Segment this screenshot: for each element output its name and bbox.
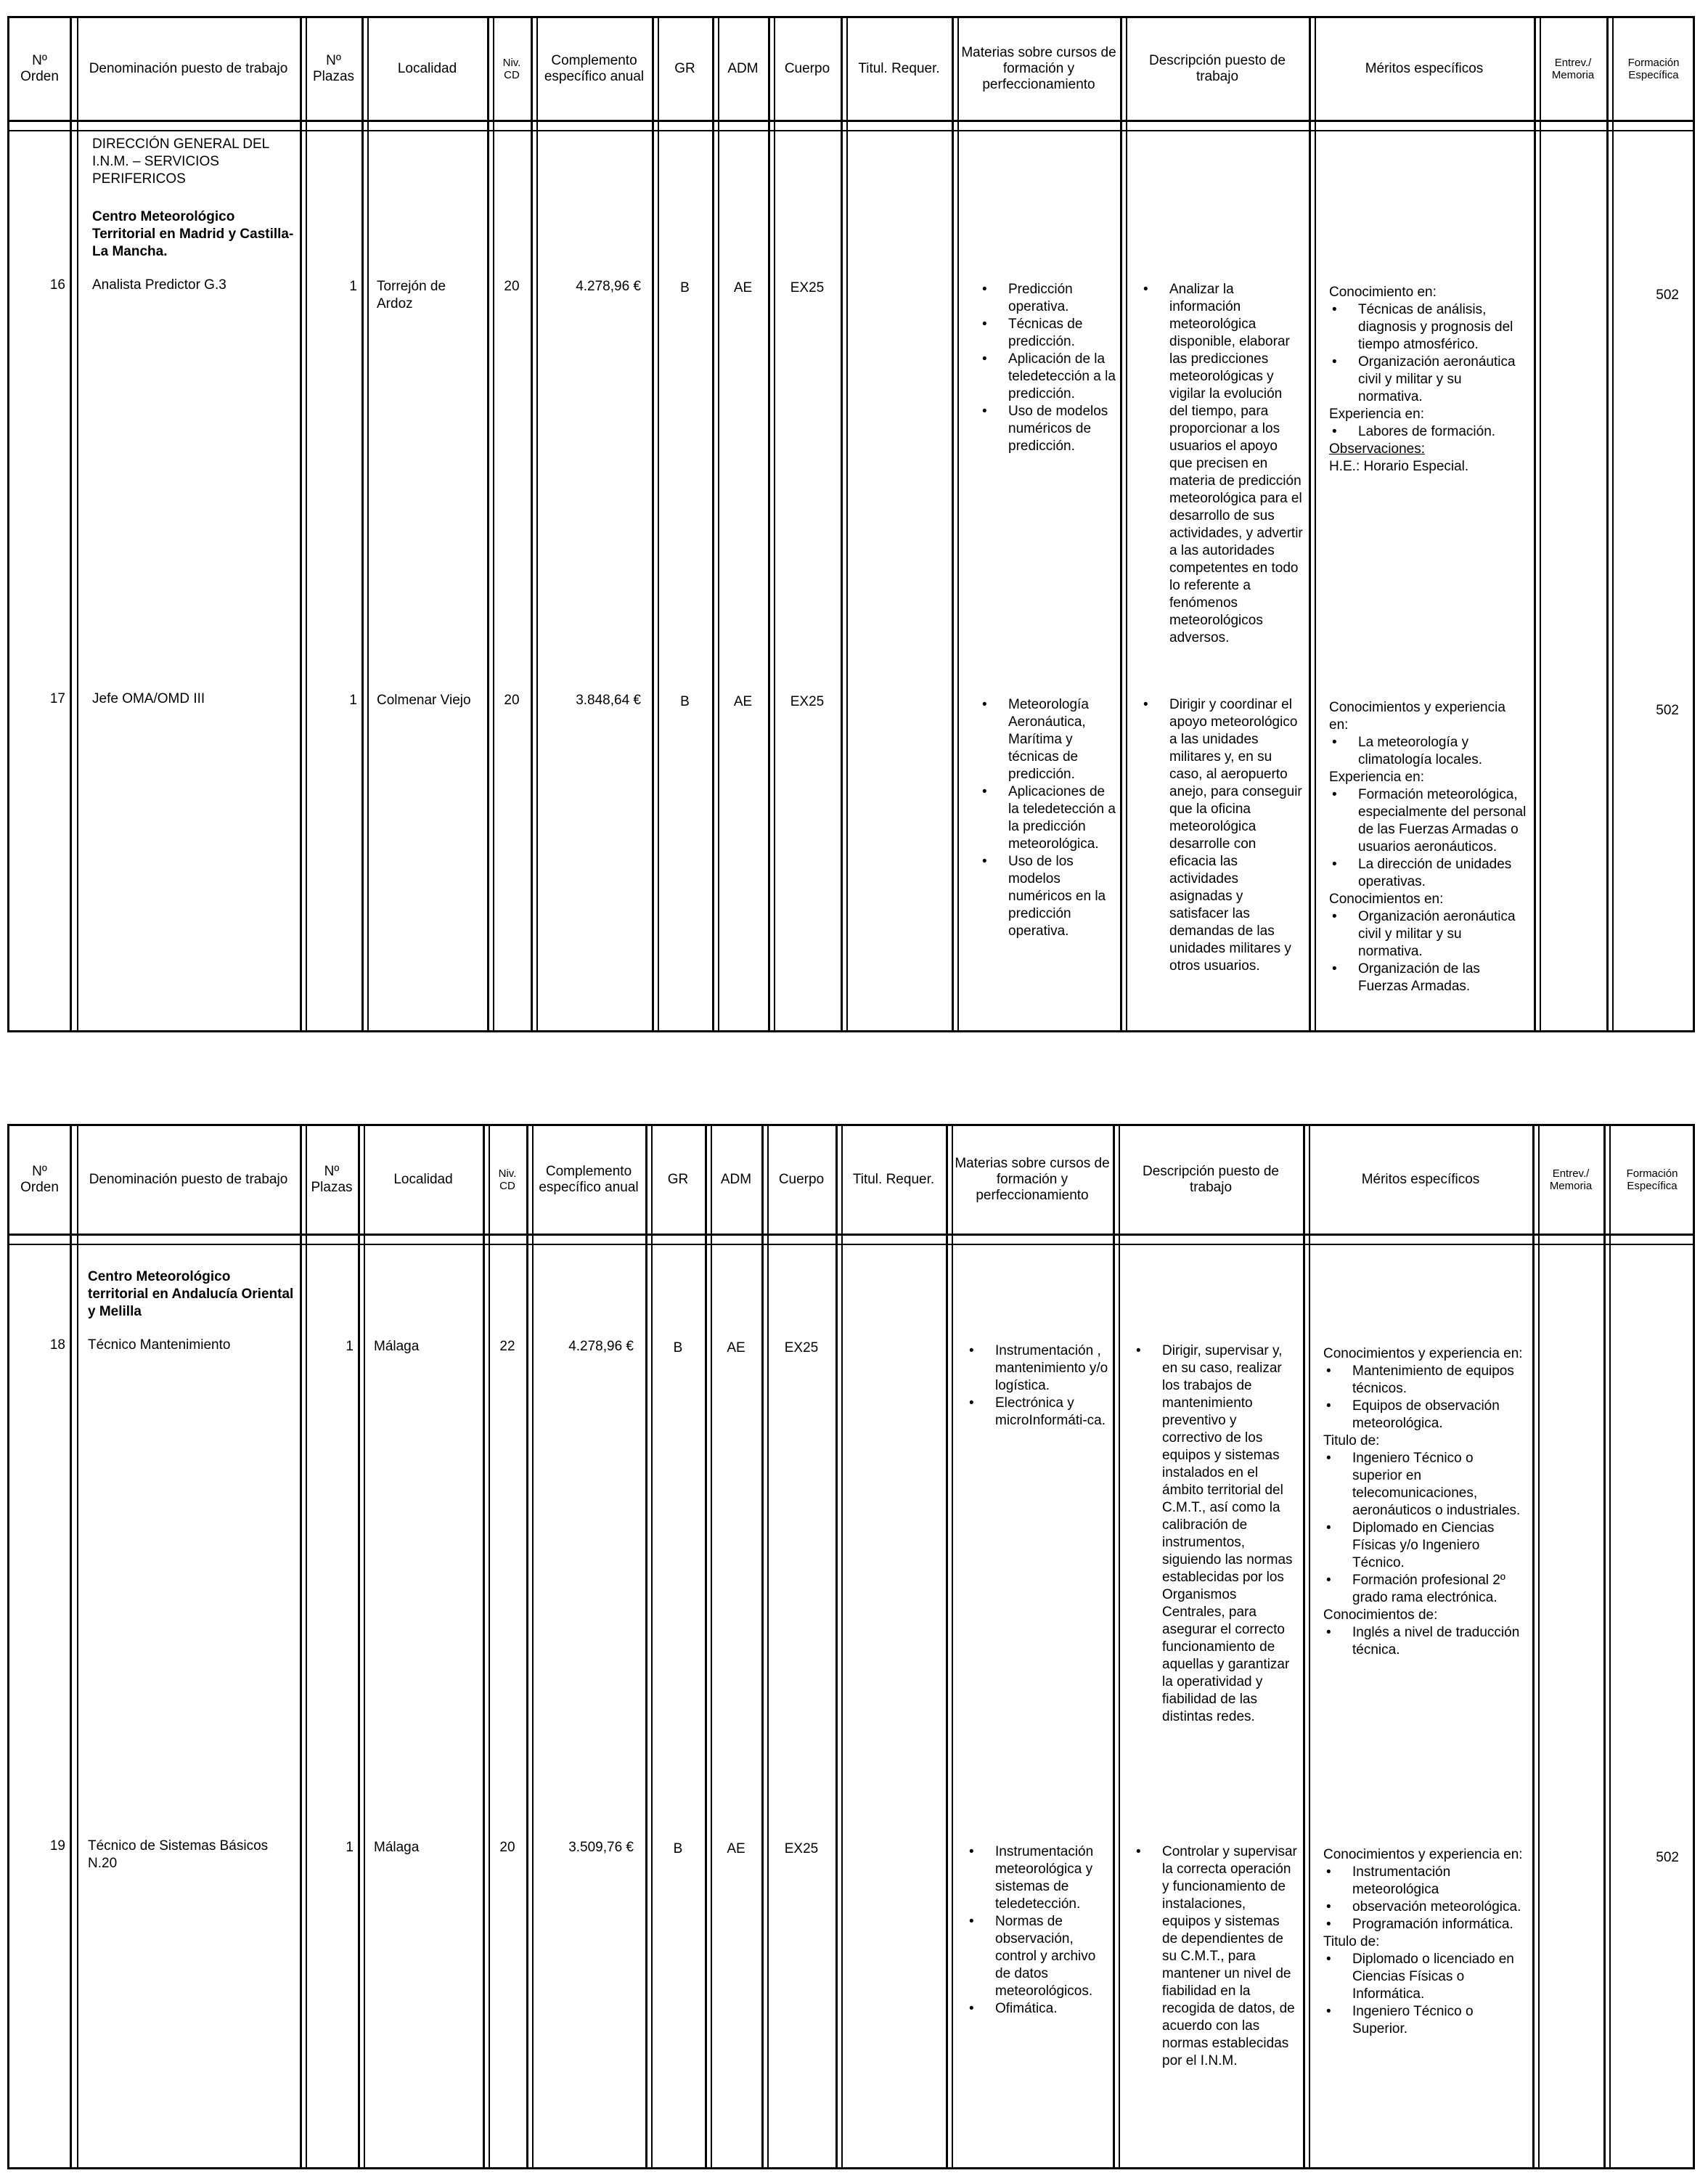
orden-cell: 16 — [49, 277, 65, 293]
col-rule — [1603, 1126, 1606, 2167]
col-rule — [487, 18, 489, 1030]
adm-cell: AE — [733, 280, 753, 295]
header-localidad: Localidad — [397, 61, 457, 76]
col-rule — [1606, 18, 1609, 1030]
list-item: • Organización de las Fuerzas Armadas. — [1358, 961, 1528, 995]
col-rule — [658, 18, 659, 1030]
subsection-title: Centro Meteorológico territorial en Andalucía Oriental y Melilla — [88, 1269, 294, 1319]
header-bottom-rule — [9, 120, 1693, 122]
meritos-heading: Titulo de: — [1323, 1934, 1380, 1949]
header-nivel: Niv. CD — [498, 1167, 517, 1192]
list-item: • Normas de observación, control y archivo de datos meteorológicos. — [995, 1913, 1108, 2000]
materias-cell — [975, 696, 1120, 940]
list-item: • Instrumentación meteorológica — [1352, 1864, 1527, 1899]
col-rule — [77, 1126, 78, 2167]
list-item: • Dirigir y coordinar el apoyo meteorológico a las unidades militares y, en su caso, al aeropuerto anejo, para conseguir que la oficina meteorológica desarrolle con eficacia las actividades asignadas y satisfacer las demandas de las unidades militares y otros usuarios. — [1169, 696, 1303, 975]
list-item: • Electrónica y microInformáti-ca. — [995, 1395, 1108, 1430]
header-materias: Materias sobre cursos de formación y perfeccionamiento — [961, 45, 1116, 92]
list-item: • Ofimática. — [995, 2000, 1108, 2018]
col-rule — [364, 1126, 365, 2167]
list-item: • Ingeniero Técnico o Superior. — [1352, 2003, 1527, 2038]
col-rule — [70, 1126, 72, 2167]
localidad-cell: Colmenar Viejo — [377, 693, 471, 708]
list-item: • Ingeniero Técnico o superior en telecomunicaciones, aeronáuticos o industriales. — [1352, 1450, 1527, 1520]
header-meritos: Méritos específicos — [1361, 1172, 1480, 1187]
observaciones-text: H.E.: Horario Especial. — [1329, 459, 1469, 474]
col-rule — [957, 18, 959, 1030]
col-rule — [1113, 1126, 1115, 2167]
table-2 — [7, 1124, 1695, 2169]
col-rule — [711, 1126, 712, 2167]
col-rule — [358, 1126, 360, 2167]
header-adm: ADM — [727, 61, 759, 76]
cuerpo-cell: EX25 — [784, 1340, 819, 1355]
col-rule — [1538, 1126, 1540, 2167]
col-rule — [651, 1126, 653, 2167]
list-item: • Analizar la información meteorológica disponible, elaborar las predicciones meteorológicas y vigilar la evolución del tiempo, para proporcionar a los usuarios el apoyo que precisen en materia de predicción meteorológica para el desarrollo de sus actividades, y advertir a las autoridades competentes en todo lo referente a fenómenos meteorológicos adversos. — [1169, 281, 1303, 647]
header-materias: Materias sobre cursos de formación y perfeccionamiento — [955, 1156, 1110, 1203]
descripcion-cell — [1129, 1342, 1302, 1726]
subsection-title: Centro Meteorológico Territorial en Madrid y Castilla-La Mancha. — [92, 209, 294, 259]
col-rule — [1534, 18, 1536, 1030]
list-item: • Diplomado en Ciencias Físicas y/o Ingeniero Técnico. — [1352, 1520, 1527, 1572]
header-denominacion: Denominación puesto de trabajo — [89, 61, 288, 76]
col-rule — [1532, 1126, 1535, 2167]
header-plazas: Nº Plazas — [312, 53, 355, 84]
plazas-cell: 1 — [349, 693, 357, 708]
col-rule — [489, 1126, 490, 2167]
localidad-cell: Málaga — [374, 1339, 420, 1354]
gr-cell: B — [680, 280, 690, 295]
denominacion-cell: Jefe OMA/OMD III — [92, 691, 205, 706]
list-item: • Uso de modelos numéricos de predicción. — [1008, 403, 1116, 455]
header-localidad: Localidad — [393, 1172, 453, 1187]
orden-cell: 19 — [49, 1838, 65, 1854]
col-rule — [846, 18, 848, 1030]
header-formacion: Formación Específica — [1627, 57, 1680, 81]
nivel-cell: 22 — [499, 1339, 515, 1354]
meritos-heading: Experiencia en: — [1329, 407, 1424, 422]
meritos-heading: Conocimientos y experiencia en: — [1323, 1847, 1523, 1862]
col-rule — [841, 18, 843, 1030]
complemento-cell: 4.278,96 € — [576, 279, 641, 294]
col-rule — [761, 1126, 764, 2167]
col-rule — [1126, 18, 1127, 1030]
header-nivel: Niv. CD — [502, 57, 521, 81]
meritos-cell — [1325, 284, 1532, 476]
meritos-heading: Conocimientos de: — [1323, 1607, 1438, 1623]
orden-cell: 17 — [49, 691, 65, 706]
adm-cell: AE — [727, 1841, 745, 1856]
col-rule — [306, 18, 307, 1030]
col-rule — [1612, 18, 1614, 1030]
col-rule — [367, 18, 369, 1030]
meritos-heading: Conocimiento en: — [1329, 285, 1437, 300]
col-rule — [361, 18, 364, 1030]
col-rule — [645, 1126, 647, 2167]
list-item: • Programación informática. — [1352, 1916, 1527, 1933]
col-rule — [841, 1126, 843, 2167]
meritos-heading: Titulo de: — [1323, 1433, 1380, 1448]
list-item: • Inglés a nivel de traducción técnica. — [1352, 1624, 1527, 1659]
col-rule — [532, 1126, 534, 2167]
descripcion-cell — [1136, 281, 1307, 647]
col-rule — [946, 1126, 948, 2167]
col-rule — [70, 18, 72, 1030]
col-rule — [300, 1126, 302, 2167]
materias-cell — [962, 1342, 1113, 1430]
col-rule — [1609, 1126, 1611, 2167]
list-item: • observación meteorológica. — [1352, 1899, 1527, 1916]
meritos-cell — [1319, 1345, 1531, 1659]
formacion-cell: 502 — [1656, 1850, 1679, 1865]
list-item: • Aplicación de la teledetección a la predicción. — [1008, 351, 1116, 403]
col-rule — [835, 1126, 838, 2167]
list-item: • Aplicaciones de la teledetección a la predicción meteorológica. — [1008, 783, 1116, 853]
header-entrev: Entrev./ Memoria — [1549, 1167, 1593, 1192]
header-complemento: Complemento específico anual — [539, 1164, 639, 1195]
header-descripcion: Descripción puesto de trabajo — [1143, 1164, 1279, 1195]
list-item: • Equipos de observación meteorológica. — [1352, 1398, 1527, 1432]
gr-cell: B — [673, 1340, 683, 1355]
col-rule — [712, 18, 714, 1030]
list-item: • Predicción operativa. — [1008, 281, 1116, 316]
list-item: • Organización aeronáutica civil y militar y su normativa. — [1358, 354, 1528, 406]
list-item: • Mantenimiento de equipos técnicos. — [1352, 1363, 1527, 1398]
col-rule — [1540, 18, 1541, 1030]
col-rule — [1119, 1126, 1120, 2167]
plazas-cell: 1 — [346, 1339, 354, 1354]
nivel-cell: 20 — [504, 279, 520, 294]
col-rule — [718, 18, 719, 1030]
list-item: • Uso de los modelos numéricos en la predicción operativa. — [1008, 853, 1116, 940]
list-item: • Diplomado o licenciado en Ciencias Físicas o Informática. — [1352, 1951, 1527, 2003]
header-complemento: Complemento específico anual — [544, 53, 645, 84]
list-item: • Instrumentación meteorológica y sistemas de teledetección. — [995, 1843, 1108, 1913]
header-entrev: Entrev./ Memoria — [1551, 57, 1595, 81]
list-item: • La dirección de unidades operativas. — [1358, 856, 1528, 891]
list-item: • Controlar y supervisar la correcta operación y funcionamiento de instalaciones, equipos y sistemas de dependientes de su C.M.T., para mantener un nivel de fiabilidad en la recogida de datos, de acuerdo con las normas establecidas por el I.N.M. — [1162, 1843, 1297, 2070]
col-rule — [767, 1126, 769, 2167]
plazas-cell: 1 — [349, 279, 357, 294]
descripcion-cell — [1129, 1843, 1302, 2070]
gr-cell: B — [680, 694, 690, 709]
gr-cell: B — [673, 1841, 683, 1856]
complemento-cell: 3.848,64 € — [576, 693, 641, 708]
col-rule — [306, 1126, 307, 2167]
meritos-heading: Conocimientos en: — [1329, 892, 1444, 907]
list-item: • Organización aeronáutica civil y militar y su normativa. — [1358, 908, 1528, 961]
descripcion-cell — [1136, 696, 1307, 975]
header-denominacion: Denominación puesto de trabajo — [89, 1172, 288, 1187]
observaciones-label: Observaciones: — [1329, 441, 1426, 457]
list-item: • Formación meteorológica, especialmente del personal de las Fuerzas Armadas o usuarios aeronáuticos. — [1358, 786, 1528, 856]
col-rule — [1315, 18, 1316, 1030]
header-meritos: Méritos específicos — [1365, 61, 1484, 76]
header-gr: GR — [674, 61, 695, 76]
list-item: • Instrumentación , mantenimiento y/o logística. — [995, 1342, 1108, 1395]
table-1 — [7, 16, 1695, 1032]
header-titul: Titul. Requer. — [858, 61, 940, 76]
adm-cell: AE — [727, 1340, 745, 1355]
denominacion-cell: Técnico Mantenimiento — [88, 1337, 231, 1353]
list-item: • Meteorología Aeronáutica, Marítima y técnicas de predicción. — [1008, 696, 1116, 783]
list-item: • Formación profesional 2º grado rama electrónica. — [1352, 1572, 1527, 1607]
col-rule — [493, 18, 494, 1030]
col-rule — [774, 18, 775, 1030]
header-orden: Nº Orden — [20, 53, 59, 84]
header-plazas: Nº Plazas — [311, 1164, 353, 1195]
plazas-cell: 1 — [346, 1840, 354, 1855]
formacion-cell: 502 — [1656, 288, 1679, 303]
header-bottom-rule — [9, 1234, 1693, 1236]
list-item: • Técnicas de análisis, diagnosis y prognosis del tiempo atmosférico. — [1358, 301, 1528, 354]
col-rule — [952, 18, 954, 1030]
col-rule — [652, 18, 654, 1030]
materias-cell — [975, 281, 1120, 455]
cuerpo-cell: EX25 — [790, 280, 825, 295]
cuerpo-cell: EX25 — [784, 1841, 819, 1856]
complemento-cell: 4.278,96 € — [568, 1339, 634, 1354]
list-item: • Dirigir, supervisar y, en su caso, realizar los trabajos de mantenimiento preventivo y correctivo de los equipos y sistemas instalados en el ámbito territorial del C.M.T., así como la calibración de instrumentos, siguiendo las normas establecidas por los Organismos Centrales, para asegurar el correcto funcionamiento de aquellas y garantizar la operatividad y fiabilidad de las distintas redes. — [1162, 1342, 1297, 1726]
col-rule — [768, 18, 770, 1030]
list-item: • Labores de formación. — [1358, 423, 1528, 441]
meritos-cell — [1325, 699, 1532, 995]
nivel-cell: 20 — [504, 693, 520, 708]
list-item: • Técnicas de predicción. — [1008, 316, 1116, 351]
col-rule — [1120, 18, 1122, 1030]
col-rule — [952, 1126, 953, 2167]
complemento-cell: 3.509,76 € — [568, 1840, 634, 1855]
body-top-rule — [9, 130, 1693, 131]
meritos-heading: Experiencia en: — [1329, 770, 1424, 785]
denominacion-cell: Técnico de Sistemas Básicos N.20 — [88, 1838, 269, 1871]
formacion-cell: 502 — [1656, 703, 1679, 718]
header-titul: Titul. Requer. — [852, 1172, 935, 1187]
adm-cell: AE — [733, 694, 753, 709]
col-rule — [526, 1126, 528, 2167]
col-rule — [300, 18, 302, 1030]
localidad-cell: Torrejón de Ardoz — [377, 279, 446, 311]
col-rule — [536, 18, 538, 1030]
body-top-rule — [9, 1244, 1693, 1245]
col-rule — [1303, 1126, 1305, 2167]
col-rule — [483, 1126, 485, 2167]
localidad-cell: Málaga — [374, 1840, 420, 1855]
list-item: • La meteorología y climatología locales. — [1358, 734, 1528, 769]
col-rule — [531, 18, 533, 1030]
col-rule — [1309, 1126, 1310, 2167]
nivel-cell: 20 — [499, 1840, 515, 1855]
col-rule — [1309, 18, 1311, 1030]
meritos-heading: Conocimientos y experiencia en: — [1323, 1346, 1523, 1361]
col-rule — [705, 1126, 707, 2167]
header-orden: Nº Orden — [20, 1164, 59, 1195]
meritos-cell — [1319, 1846, 1531, 2038]
header-gr: GR — [667, 1172, 689, 1187]
denominacion-cell: Analista Predictor G.3 — [92, 277, 226, 293]
materias-cell — [962, 1843, 1113, 2018]
section-title: DIRECCIÓN GENERAL DEL I.N.M. – SERVICIOS PERIFERICOS — [92, 136, 269, 187]
cuerpo-cell: EX25 — [790, 694, 825, 709]
header-descripcion: Descripción puesto de trabajo — [1149, 53, 1286, 84]
orden-cell: 18 — [49, 1337, 65, 1353]
header-cuerpo: Cuerpo — [784, 61, 830, 76]
header-adm: ADM — [720, 1172, 752, 1187]
meritos-heading: Conocimientos y experiencia en: — [1329, 700, 1505, 733]
header-cuerpo: Cuerpo — [778, 1172, 825, 1187]
col-rule — [77, 18, 78, 1030]
header-formacion: Formación Específica — [1626, 1167, 1678, 1192]
